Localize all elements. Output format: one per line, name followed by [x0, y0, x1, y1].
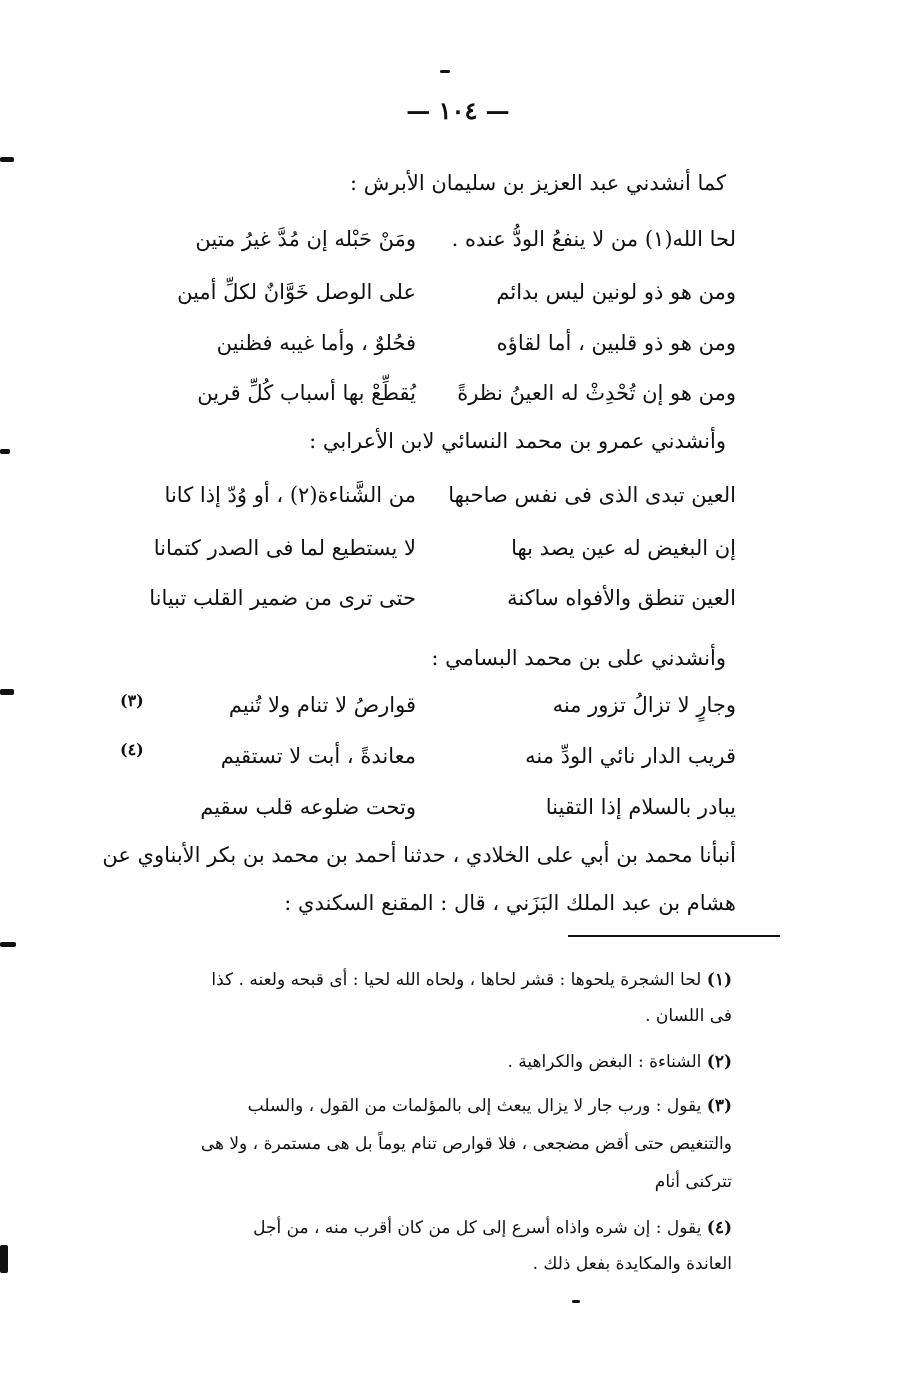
- footnote-number: (٢): [706, 1052, 732, 1072]
- second-hemistich: ومَنْ حَبْله إن مُدَّ غيرُ متين: [195, 227, 416, 251]
- footnote-marker: (٤): [120, 740, 144, 759]
- footnote-continuation: العاندة والمكايدة بفعل ذلك .: [532, 1254, 732, 1274]
- verse-line: [0, 792, 916, 822]
- poem-intro: كما أنشدني عبد العزيز بن سليمان الأبرش :: [350, 171, 726, 195]
- second-hemistich: فحُلوٌ ، وأما غيبه فظنين: [216, 331, 416, 355]
- verse-line: [0, 480, 916, 510]
- scan-mark: [0, 157, 14, 162]
- verse-line: [0, 583, 916, 613]
- first-hemistich: ومن هو إن تُحْدِثْ له العينُ نظرةً: [457, 381, 736, 405]
- second-hemistich: حتى ترى من ضمير القلب تبيانا: [149, 586, 416, 610]
- second-hemistich: يُقطِّعْ بها أسباب كُلِّ قرين: [197, 381, 416, 405]
- footnote-text: الشناءة : البغض والكراهية .: [507, 1052, 702, 1072]
- footnote-text: يقول : إن شره واذاه أسرع إلى كل من كان أقرب منه ، من أجل: [253, 1218, 702, 1238]
- footnote-text: لحا الشجرة يلحوها : قشر لحاها ، ولحاه الله لحيا : أى قبحه ولعنه . كذا: [211, 970, 702, 990]
- scan-mark: [572, 1300, 580, 1303]
- verse-line: [0, 277, 916, 307]
- footnote: [67, 1090, 732, 1122]
- first-hemistich: وجارٍ لا تزالُ تزور منه: [552, 693, 736, 717]
- footnote-text: يقول : ورب جار لا يزال يبعث إلى بالمؤلمات من القول ، والسلب: [247, 1096, 702, 1116]
- footnote-number: (١): [706, 970, 732, 990]
- first-hemistich: قريب الدار نائي الودِّ منه: [525, 744, 736, 768]
- prose-line: أنبأنا محمد بن أبي على الخلادي ، حدثنا أحمد بن محمد بن بكر الأبناوي عن: [102, 843, 736, 867]
- first-hemistich: ومن هو ذو لونين ليس بدائم: [496, 280, 736, 304]
- first-hemistich: لحا الله(١) من لا ينفعُ الودُّ عنده .: [451, 227, 736, 251]
- footnote-separator: [568, 935, 780, 937]
- scan-mark: [0, 1245, 8, 1273]
- second-hemistich: قوارصُ لا تنام ولا تُنيم: [228, 693, 416, 717]
- scan-mark: [0, 942, 16, 947]
- footnote-continuation: فى اللسان .: [645, 1006, 732, 1026]
- footnote: [67, 1212, 732, 1244]
- first-hemistich: يبادر بالسلام إذا التقينا: [545, 795, 736, 819]
- poem-intro: وأنشدني على بن محمد البسامي :: [431, 646, 726, 670]
- verse-line: [0, 328, 916, 358]
- poem-intro: وأنشدني عمرو بن محمد النسائي لابن الأعرابي :: [309, 429, 726, 453]
- footnote: [67, 964, 732, 996]
- verse-line: [0, 533, 916, 563]
- scan-mark: [440, 70, 450, 73]
- second-hemistich: وتحت ضلوعه قلب سقيم: [200, 795, 416, 819]
- first-hemistich: العين تبدى الذى فى نفس صاحبها: [448, 483, 736, 507]
- verse-line: [0, 224, 916, 254]
- footnote-marker: (٣): [120, 691, 144, 710]
- footnote-number: (٣): [706, 1096, 732, 1116]
- second-hemistich: من الشَّناءة(٢) ، أو وُدّ إذا كانا: [164, 483, 416, 507]
- second-hemistich: لا يستطيع لما فى الصدر كتمانا: [153, 536, 416, 560]
- page-number: — ١٠٤ —: [406, 96, 510, 125]
- second-hemistich: معاندةً ، أبت لا تستقيم: [220, 744, 416, 768]
- footnote-continuation: والتنغيص حتى أقض مضجعى ، فلا قوارص تنام يوماً بل هى مستمرة ، ولا هى: [200, 1134, 732, 1154]
- verse-line: [0, 378, 916, 408]
- scan-mark: [0, 449, 10, 454]
- footnote-number: (٤): [706, 1218, 732, 1238]
- second-hemistich: على الوصل خَوَّانٌ لكلِّ أمين: [177, 280, 416, 304]
- first-hemistich: إن البغيض له عين يصد بها: [511, 536, 736, 560]
- first-hemistich: ومن هو ذو قلبين ، أما لقاؤه: [496, 331, 736, 355]
- prose-line: هشام بن عبد الملك البَزَني ، قال : المقنع السكندي :: [284, 891, 736, 915]
- footnote: [67, 1046, 732, 1078]
- first-hemistich: العين تنطق والأفواه ساكنة: [507, 586, 736, 610]
- footnote-continuation: تتركنى أنام: [654, 1172, 732, 1192]
